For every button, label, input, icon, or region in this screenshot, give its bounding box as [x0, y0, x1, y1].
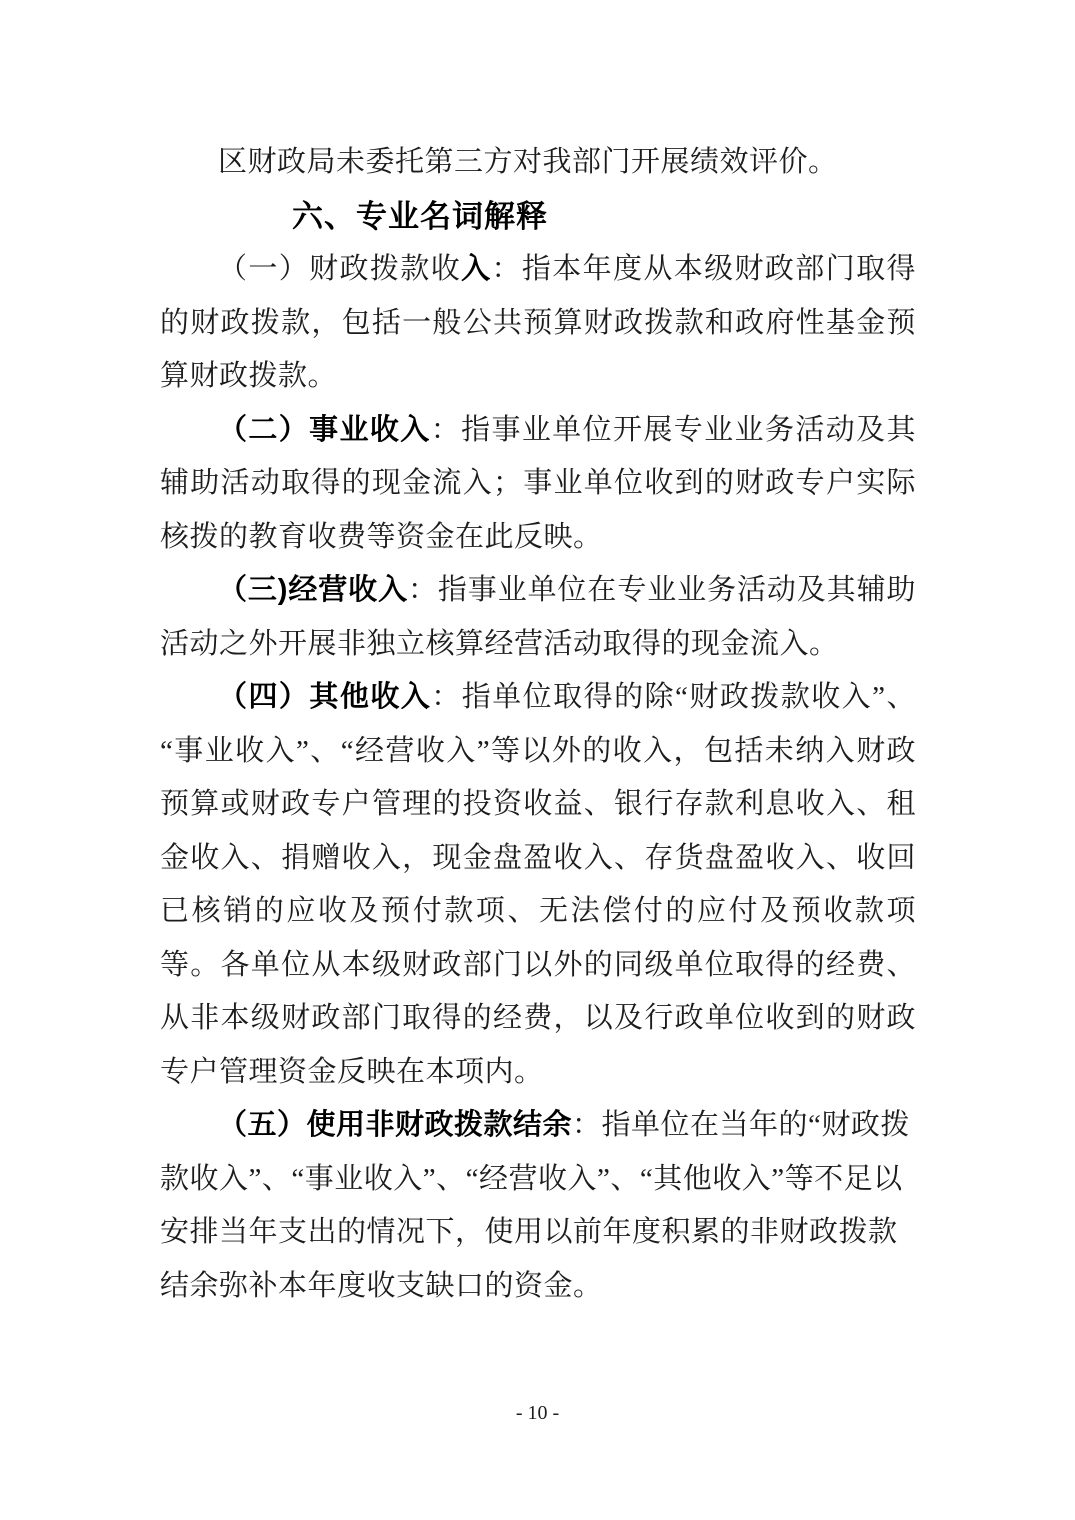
section-heading — [160, 190, 916, 244]
term-definition: ：指事业单位在专业业务活动及其辅助活动之外开展非独立核算经营活动取得的现金流入。 — [160, 574, 916, 660]
term-name: （五）使用非财政拨款结余 — [218, 1109, 573, 1141]
definition-paragraph-2 — [160, 404, 916, 565]
definition-paragraph-4 — [160, 671, 916, 1099]
term-definition: ：指事业单位开展专业业务活动及其辅助活动取得的现金流入；事业单位收到的财政专户实际核拨的教育收费等资金在此反映。 — [160, 413, 916, 553]
term-name: 入 — [461, 253, 492, 285]
intro-line-text: 区财政局未委托第三方对我部门开展绩效评价。 — [218, 146, 838, 178]
section-heading-text: 六、专业名词解释 — [292, 198, 548, 234]
definition-paragraph-1 — [160, 243, 916, 404]
page-number: - 10 - — [515, 1402, 560, 1424]
term-definition: ：指单位取得的除“财政拨款收入”、“事业收入”、“经营收入”等以外的收入，包括未纳入财政预算或财政专户管理的投资收益、银行存款利息收入、租金收入、捐赠收入，现金盘盈收入、存货盘盈收入、收回已核销的应收及预付款项、无法偿付的应付及预收款项等。各单位从本级财政部门以外的同级单位取得的经费、从非本级财政部门取得的经费，以及行政单位收到的财政专户管理资金反映在本项内。 — [160, 681, 916, 1088]
intro-line — [160, 136, 916, 190]
page-body — [160, 136, 916, 1313]
term-name: （四）其他收入 — [218, 681, 432, 713]
term-name: （二）事业收入 — [218, 413, 431, 446]
page-footer — [0, 1398, 1075, 1428]
term-definition: ：指单位在当年的“财政拨款收入”、“事业收入”、“经营收入”、“其他收入”等不足以安排当年支出的情况下，使用以前年度积累的非财政拨款结余弥补本年度收支缺口的资金。 — [160, 1109, 910, 1302]
term-name: （三)经营收入 — [218, 574, 408, 606]
term-definition: ：指本年度从本级财政部门取得的财政拨款，包括一般公共预算财政拨款和政府性基金预算财政拨款。 — [160, 253, 916, 392]
definition-paragraph-3 — [160, 564, 916, 671]
definition-paragraph-5 — [160, 1099, 916, 1313]
term-lead: （一）财政拨款收 — [218, 253, 462, 285]
